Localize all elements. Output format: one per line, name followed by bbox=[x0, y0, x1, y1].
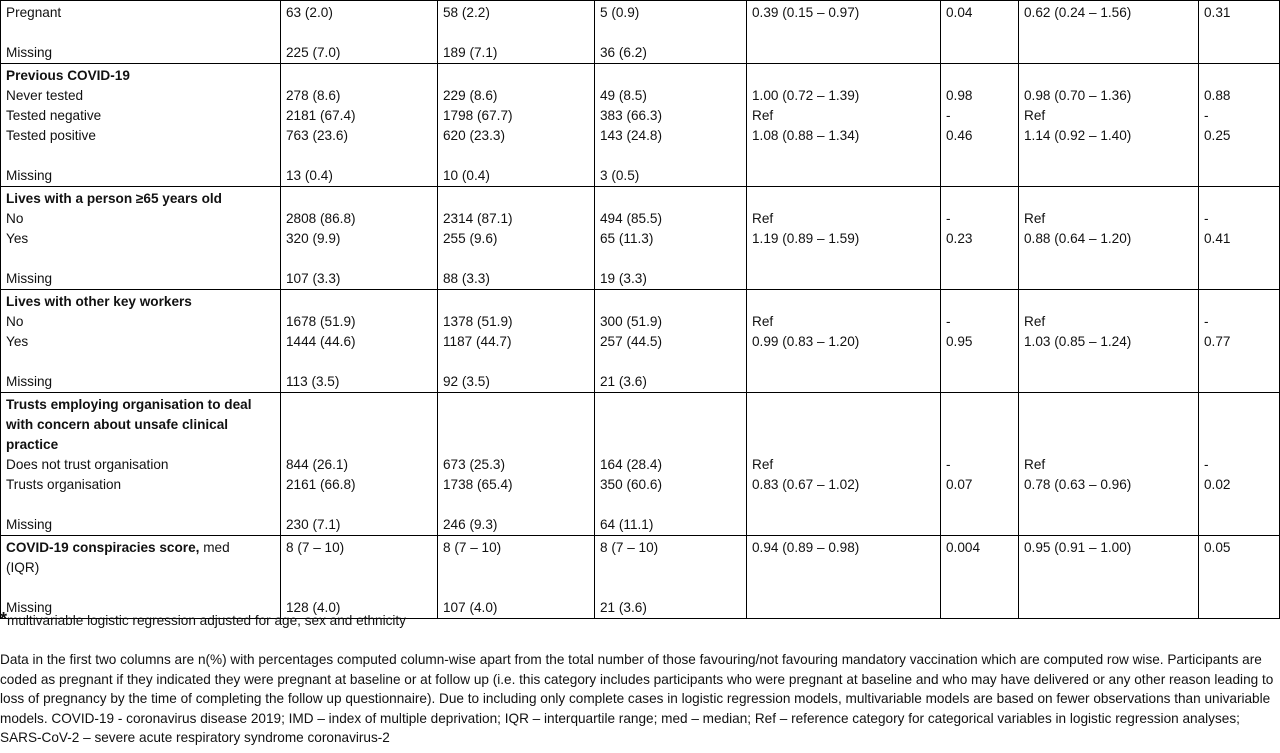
value-cell-c1 bbox=[281, 187, 438, 290]
value-cell-c1 bbox=[281, 536, 438, 619]
cell-value: 0.98 (0.70 – 1.36) bbox=[1024, 88, 1132, 103]
cell-value bbox=[752, 166, 935, 186]
row-label-line: Tested positive bbox=[6, 128, 96, 143]
cell-value bbox=[443, 558, 589, 578]
cell-value: 1738 (65.4) bbox=[443, 477, 513, 492]
value-cell-c6 bbox=[1019, 290, 1199, 393]
cell-value bbox=[946, 515, 1013, 535]
cell-value: Ref bbox=[752, 108, 774, 123]
cell-value: 230 (7.1) bbox=[286, 517, 341, 532]
cell-value: 1378 (51.9) bbox=[443, 314, 513, 329]
value-cell-c1 bbox=[281, 393, 438, 536]
value-cell-c4 bbox=[747, 393, 941, 536]
cell-value: Ref bbox=[1024, 314, 1046, 329]
cell-value bbox=[752, 435, 935, 455]
cell-value: 88 (3.3) bbox=[443, 271, 490, 286]
cell-value bbox=[1204, 495, 1274, 515]
value-cell-c1 bbox=[281, 290, 438, 393]
cell-value: 1.03 (0.85 – 1.24) bbox=[1024, 334, 1132, 349]
cell-value bbox=[752, 352, 935, 372]
footnote-text: multivariable logistic regression adjusted for age, sex and ethnicity bbox=[7, 613, 406, 628]
row-label-line: No bbox=[6, 211, 24, 226]
cell-value: - bbox=[1204, 108, 1209, 123]
cell-value bbox=[946, 578, 1013, 598]
cell-value bbox=[600, 435, 741, 455]
cell-value bbox=[946, 66, 1013, 86]
cell-value bbox=[1204, 269, 1274, 289]
cell-value bbox=[286, 558, 432, 578]
row-label-line: Never tested bbox=[6, 88, 84, 103]
cell-value bbox=[1024, 558, 1193, 578]
cell-value bbox=[752, 515, 935, 535]
cell-value: 0.004 bbox=[946, 540, 981, 555]
cell-value bbox=[752, 189, 935, 209]
cell-value: - bbox=[1204, 211, 1209, 226]
cell-value bbox=[752, 292, 935, 312]
row-label-line bbox=[6, 352, 275, 372]
value-cell-c4 bbox=[747, 290, 941, 393]
row-label-line bbox=[6, 495, 275, 515]
cell-value bbox=[443, 395, 589, 415]
table-row bbox=[1, 536, 1280, 619]
cell-value: 225 (7.0) bbox=[286, 45, 341, 60]
cell-value bbox=[946, 372, 1013, 392]
cell-value: 21 (3.6) bbox=[600, 374, 647, 389]
value-cell-c3 bbox=[595, 290, 747, 393]
cell-value bbox=[1024, 146, 1193, 166]
cell-value bbox=[946, 23, 1013, 43]
cell-value: 255 (9.6) bbox=[443, 231, 498, 246]
cell-value bbox=[600, 495, 741, 515]
row-label-line: Missing bbox=[6, 271, 53, 286]
cell-value bbox=[752, 558, 935, 578]
cell-value bbox=[946, 43, 1013, 63]
cell-value: 58 (2.2) bbox=[443, 5, 490, 20]
cell-value bbox=[1204, 558, 1274, 578]
row-label-line: Trusts employing organisation to deal bbox=[6, 397, 252, 412]
cell-value: 278 (8.6) bbox=[286, 88, 341, 103]
cell-value: 844 (26.1) bbox=[286, 457, 348, 472]
cell-value bbox=[1024, 249, 1193, 269]
cell-value: 0.83 (0.67 – 1.02) bbox=[752, 477, 860, 492]
cell-value: 1678 (51.9) bbox=[286, 314, 356, 329]
cell-value: - bbox=[946, 457, 951, 472]
cell-value bbox=[443, 292, 589, 312]
cell-value: 229 (8.6) bbox=[443, 88, 498, 103]
cell-value: 350 (60.6) bbox=[600, 477, 662, 492]
cell-value: Ref bbox=[1024, 457, 1046, 472]
value-cell-c4 bbox=[747, 64, 941, 187]
value-cell-c7 bbox=[1199, 536, 1280, 619]
cell-value: 0.88 (0.64 – 1.20) bbox=[1024, 231, 1132, 246]
value-cell-c2 bbox=[438, 64, 595, 187]
row-label-line: (IQR) bbox=[6, 560, 40, 575]
row-label-line: Yes bbox=[6, 334, 29, 349]
table-row bbox=[1, 64, 1280, 187]
cell-value bbox=[1204, 166, 1274, 186]
cell-value bbox=[286, 578, 432, 598]
value-cell-c1 bbox=[281, 1, 438, 64]
cell-value: 8 (7 – 10) bbox=[600, 540, 659, 555]
table-row bbox=[1, 1, 1280, 64]
cell-value bbox=[600, 66, 741, 86]
value-cell-c4 bbox=[747, 187, 941, 290]
cell-value: 92 (3.5) bbox=[443, 374, 490, 389]
cell-value bbox=[600, 23, 741, 43]
cell-value bbox=[1204, 43, 1274, 63]
value-cell-c7 bbox=[1199, 290, 1280, 393]
cell-value bbox=[1204, 415, 1274, 435]
cell-value bbox=[286, 146, 432, 166]
cell-value: 107 (4.0) bbox=[443, 600, 498, 615]
cell-value bbox=[946, 292, 1013, 312]
row-label-line: Missing bbox=[6, 600, 53, 615]
cell-value bbox=[286, 23, 432, 43]
cell-value: 1.19 (0.89 – 1.59) bbox=[752, 231, 860, 246]
cell-value bbox=[1204, 249, 1274, 269]
row-label-line bbox=[6, 146, 275, 166]
cell-value: 300 (51.9) bbox=[600, 314, 662, 329]
cell-value: 673 (25.3) bbox=[443, 457, 505, 472]
value-cell-c2 bbox=[438, 1, 595, 64]
cell-value: 107 (3.3) bbox=[286, 271, 341, 286]
cell-value: 8 (7 – 10) bbox=[443, 540, 502, 555]
cell-value: Ref bbox=[752, 457, 774, 472]
row-label-cell bbox=[1, 536, 281, 619]
cell-value bbox=[600, 189, 741, 209]
cell-value bbox=[286, 66, 432, 86]
row-label-line bbox=[6, 23, 275, 43]
cell-value bbox=[1024, 166, 1193, 186]
cell-value: 189 (7.1) bbox=[443, 45, 498, 60]
cell-value bbox=[600, 292, 741, 312]
cell-value bbox=[752, 372, 935, 392]
cell-value: 49 (8.5) bbox=[600, 88, 647, 103]
cell-value bbox=[1024, 292, 1193, 312]
cell-value bbox=[600, 146, 741, 166]
cell-value bbox=[1024, 395, 1193, 415]
cell-value bbox=[1024, 515, 1193, 535]
cell-value: 0.31 bbox=[1204, 5, 1231, 20]
row-label-cell bbox=[1, 393, 281, 536]
cell-value bbox=[946, 146, 1013, 166]
cell-value bbox=[1024, 43, 1193, 63]
cell-value bbox=[1204, 23, 1274, 43]
value-cell-c7 bbox=[1199, 1, 1280, 64]
cell-value bbox=[1204, 352, 1274, 372]
cell-value bbox=[443, 23, 589, 43]
row-label-line: Missing bbox=[6, 45, 53, 60]
cell-value: - bbox=[946, 314, 951, 329]
cell-value bbox=[752, 66, 935, 86]
cell-value bbox=[946, 249, 1013, 269]
cell-value: 0.05 bbox=[1204, 540, 1231, 555]
row-label-cell bbox=[1, 1, 281, 64]
cell-value: 1798 (67.7) bbox=[443, 108, 513, 123]
cell-value bbox=[1204, 372, 1274, 392]
cell-value bbox=[752, 23, 935, 43]
value-cell-c5 bbox=[941, 536, 1019, 619]
cell-value: 620 (23.3) bbox=[443, 128, 505, 143]
value-cell-c6 bbox=[1019, 393, 1199, 536]
cell-value bbox=[443, 146, 589, 166]
cell-value bbox=[946, 395, 1013, 415]
cell-value bbox=[752, 395, 935, 415]
cell-value bbox=[1024, 23, 1193, 43]
cell-value: Ref bbox=[1024, 211, 1046, 226]
cell-value: 0.25 bbox=[1204, 128, 1231, 143]
cell-value: 0.04 bbox=[946, 5, 973, 20]
value-cell-c6 bbox=[1019, 64, 1199, 187]
cell-value: 65 (11.3) bbox=[600, 231, 654, 246]
cell-value bbox=[1024, 495, 1193, 515]
cell-value bbox=[443, 578, 589, 598]
row-label-cell bbox=[1, 64, 281, 187]
cell-value bbox=[1204, 146, 1274, 166]
cell-value: 3 (0.5) bbox=[600, 168, 640, 183]
cell-value bbox=[1204, 515, 1274, 535]
cell-value bbox=[1024, 189, 1193, 209]
table-notes: Data in the first two columns are n(%) with percentages computed column-wise apart from the total number of those favouring/not favouring mandatory vaccination which are computed row wise. Participants are coded as pregnant if they indicated they were pregnant at baseline or at follow up (i.e. this category includes participants who were pregnant at baseline and who may have delivered or any other reason leading to loss of pregnancy by the time of completing the follow up questionnaire). Due to including only complete cases in logistic regression models, multivariable models are based on fewer observations than univariable models. COVID-19 - coronavirus disease 2019; IMD – index of multiple deprivation; IQR – interquartile range; med – median; Ref – reference category for categorical variables in logistic regression analyses; SARS-CoV-2 – severe acute respiratory syndrome coronavirus-2 bbox=[0, 652, 1274, 746]
cell-value: - bbox=[1204, 314, 1209, 329]
cell-value: 113 (3.5) bbox=[286, 374, 340, 389]
cell-value: 2314 (87.1) bbox=[443, 211, 513, 226]
row-label-line bbox=[6, 578, 275, 598]
cell-value bbox=[946, 189, 1013, 209]
value-cell-c5 bbox=[941, 393, 1019, 536]
row-label-line: No bbox=[6, 314, 24, 329]
cell-value bbox=[1204, 578, 1274, 598]
cell-value bbox=[286, 395, 432, 415]
cell-value bbox=[443, 189, 589, 209]
cell-value: 1.08 (0.88 – 1.34) bbox=[752, 128, 860, 143]
cell-value: 63 (2.0) bbox=[286, 5, 333, 20]
row-label-line: with concern about unsafe clinical bbox=[6, 417, 229, 432]
table-body bbox=[1, 1, 1280, 619]
cell-value bbox=[1024, 352, 1193, 372]
value-cell-c3 bbox=[595, 187, 747, 290]
footnote bbox=[0, 610, 1275, 631]
cell-value bbox=[946, 352, 1013, 372]
cell-value: 0.39 (0.15 – 0.97) bbox=[752, 5, 860, 20]
cell-value bbox=[443, 495, 589, 515]
cell-value bbox=[1204, 292, 1274, 312]
cell-value bbox=[286, 435, 432, 455]
row-label-line: Tested negative bbox=[6, 108, 102, 123]
cell-value: 0.41 bbox=[1204, 231, 1231, 246]
row-label-suffix: med bbox=[199, 540, 230, 555]
cell-value bbox=[443, 352, 589, 372]
cell-value bbox=[600, 415, 741, 435]
cell-value: 0.95 bbox=[946, 334, 973, 349]
cell-value bbox=[286, 495, 432, 515]
cell-value: 0.99 (0.83 – 1.20) bbox=[752, 334, 860, 349]
value-cell-c6 bbox=[1019, 1, 1199, 64]
cell-value: 2161 (66.8) bbox=[286, 477, 356, 492]
cell-value: 64 (11.1) bbox=[600, 517, 654, 532]
row-label-line: Missing bbox=[6, 168, 53, 183]
value-cell-c3 bbox=[595, 1, 747, 64]
row-label-line: COVID-19 conspiracies score, med bbox=[6, 540, 230, 555]
cell-value: Ref bbox=[752, 211, 774, 226]
cell-value bbox=[1204, 435, 1274, 455]
cell-value bbox=[946, 166, 1013, 186]
row-label-line: practice bbox=[6, 437, 59, 452]
cell-value: 763 (23.6) bbox=[286, 128, 348, 143]
cell-value: 2181 (67.4) bbox=[286, 108, 356, 123]
cell-value bbox=[1024, 372, 1193, 392]
cell-value bbox=[286, 189, 432, 209]
cell-value: 320 (9.9) bbox=[286, 231, 341, 246]
cell-value bbox=[752, 146, 935, 166]
value-cell-c2 bbox=[438, 393, 595, 536]
cell-value bbox=[1204, 189, 1274, 209]
value-cell-c3 bbox=[595, 393, 747, 536]
cell-value: 21 (3.6) bbox=[600, 600, 647, 615]
cell-value bbox=[443, 249, 589, 269]
cell-value bbox=[946, 558, 1013, 578]
value-cell-c4 bbox=[747, 1, 941, 64]
cell-value bbox=[443, 415, 589, 435]
cell-value bbox=[286, 352, 432, 372]
cell-value: 494 (85.5) bbox=[600, 211, 662, 226]
cell-value: 383 (66.3) bbox=[600, 108, 662, 123]
cell-value: - bbox=[946, 211, 951, 226]
row-label-line: Missing bbox=[6, 374, 53, 389]
cell-value: 128 (4.0) bbox=[286, 600, 341, 615]
cell-value: 1444 (44.6) bbox=[286, 334, 356, 349]
cell-value bbox=[1024, 578, 1193, 598]
cell-value bbox=[600, 578, 741, 598]
cell-value bbox=[1204, 66, 1274, 86]
value-cell-c3 bbox=[595, 536, 747, 619]
value-cell-c5 bbox=[941, 64, 1019, 187]
cell-value: 0.88 bbox=[1204, 88, 1231, 103]
cell-value bbox=[752, 249, 935, 269]
value-cell-c1 bbox=[281, 64, 438, 187]
value-cell-c2 bbox=[438, 290, 595, 393]
value-cell-c3 bbox=[595, 64, 747, 187]
row-label-line: Previous COVID-19 bbox=[6, 68, 130, 83]
cell-value bbox=[443, 66, 589, 86]
table-row bbox=[1, 393, 1280, 536]
value-cell-c6 bbox=[1019, 187, 1199, 290]
cell-value bbox=[286, 415, 432, 435]
row-label-line: Missing bbox=[6, 517, 53, 532]
cell-value: 1187 (44.7) bbox=[443, 334, 512, 349]
cell-value: Ref bbox=[1024, 108, 1046, 123]
cell-value bbox=[286, 249, 432, 269]
row-label-line: Does not trust organisation bbox=[6, 457, 169, 472]
cell-value bbox=[946, 415, 1013, 435]
cell-value: Ref bbox=[752, 314, 774, 329]
cell-value bbox=[752, 495, 935, 515]
value-cell-c4 bbox=[747, 536, 941, 619]
cell-value: 5 (0.9) bbox=[600, 5, 640, 20]
value-cell-c5 bbox=[941, 290, 1019, 393]
cell-value bbox=[443, 435, 589, 455]
cell-value bbox=[752, 269, 935, 289]
cell-value: 2808 (86.8) bbox=[286, 211, 356, 226]
row-label-line: Pregnant bbox=[6, 5, 62, 20]
row-label-cell bbox=[1, 187, 281, 290]
cell-value bbox=[1204, 395, 1274, 415]
cell-value: 0.23 bbox=[946, 231, 973, 246]
row-label-line: Yes bbox=[6, 231, 29, 246]
cell-value: - bbox=[1204, 457, 1209, 472]
cell-value bbox=[946, 495, 1013, 515]
footnote-star: * bbox=[0, 609, 8, 629]
table-row bbox=[1, 290, 1280, 393]
row-label-line: Lives with a person ≥65 years old bbox=[6, 191, 222, 206]
cell-value bbox=[286, 292, 432, 312]
cell-value bbox=[946, 435, 1013, 455]
value-cell-c2 bbox=[438, 536, 595, 619]
value-cell-c7 bbox=[1199, 393, 1280, 536]
cell-value: 13 (0.4) bbox=[286, 168, 333, 183]
row-label-line bbox=[6, 249, 275, 269]
cell-value bbox=[752, 415, 935, 435]
cell-value bbox=[1024, 269, 1193, 289]
cell-value bbox=[600, 395, 741, 415]
value-cell-c2 bbox=[438, 187, 595, 290]
row-label-line: Lives with other key workers bbox=[6, 294, 192, 309]
cell-value bbox=[600, 249, 741, 269]
cell-value bbox=[600, 352, 741, 372]
table-row bbox=[1, 187, 1280, 290]
cell-value: 257 (44.5) bbox=[600, 334, 662, 349]
value-cell-c6 bbox=[1019, 536, 1199, 619]
cell-value: 0.46 bbox=[946, 128, 973, 143]
cell-value: 164 (28.4) bbox=[600, 457, 662, 472]
cell-value: 0.78 (0.63 – 0.96) bbox=[1024, 477, 1132, 492]
cell-value: 36 (6.2) bbox=[600, 45, 647, 60]
cell-value bbox=[1024, 435, 1193, 455]
cell-value: 19 (3.3) bbox=[600, 271, 647, 286]
value-cell-c5 bbox=[941, 187, 1019, 290]
cell-value bbox=[946, 269, 1013, 289]
cell-value: 8 (7 – 10) bbox=[286, 540, 345, 555]
cell-value: 0.77 bbox=[1204, 334, 1231, 349]
row-label-line: Trusts organisation bbox=[6, 477, 122, 492]
cell-value: 0.98 bbox=[946, 88, 973, 103]
cell-value bbox=[600, 558, 741, 578]
cell-value: 1.00 (0.72 – 1.39) bbox=[752, 88, 860, 103]
cell-value: 10 (0.4) bbox=[443, 168, 490, 183]
value-cell-c7 bbox=[1199, 64, 1280, 187]
cell-value: 0.94 (0.89 – 0.98) bbox=[752, 540, 860, 555]
value-cell-c7 bbox=[1199, 187, 1280, 290]
cell-value: 1.14 (0.92 – 1.40) bbox=[1024, 128, 1132, 143]
cell-value: 246 (9.3) bbox=[443, 517, 498, 532]
cell-value: 0.62 (0.24 – 1.56) bbox=[1024, 5, 1132, 20]
cell-value: 0.02 bbox=[1204, 477, 1231, 492]
cell-value bbox=[752, 43, 935, 63]
row-label-cell bbox=[1, 290, 281, 393]
cell-value: - bbox=[946, 108, 951, 123]
cell-value: 0.07 bbox=[946, 477, 973, 492]
cell-value: 0.95 (0.91 – 1.00) bbox=[1024, 540, 1132, 555]
cell-value bbox=[752, 578, 935, 598]
cell-value bbox=[1024, 415, 1193, 435]
cell-value bbox=[1024, 66, 1193, 86]
value-cell-c5 bbox=[941, 1, 1019, 64]
cell-value: 143 (24.8) bbox=[600, 128, 662, 143]
